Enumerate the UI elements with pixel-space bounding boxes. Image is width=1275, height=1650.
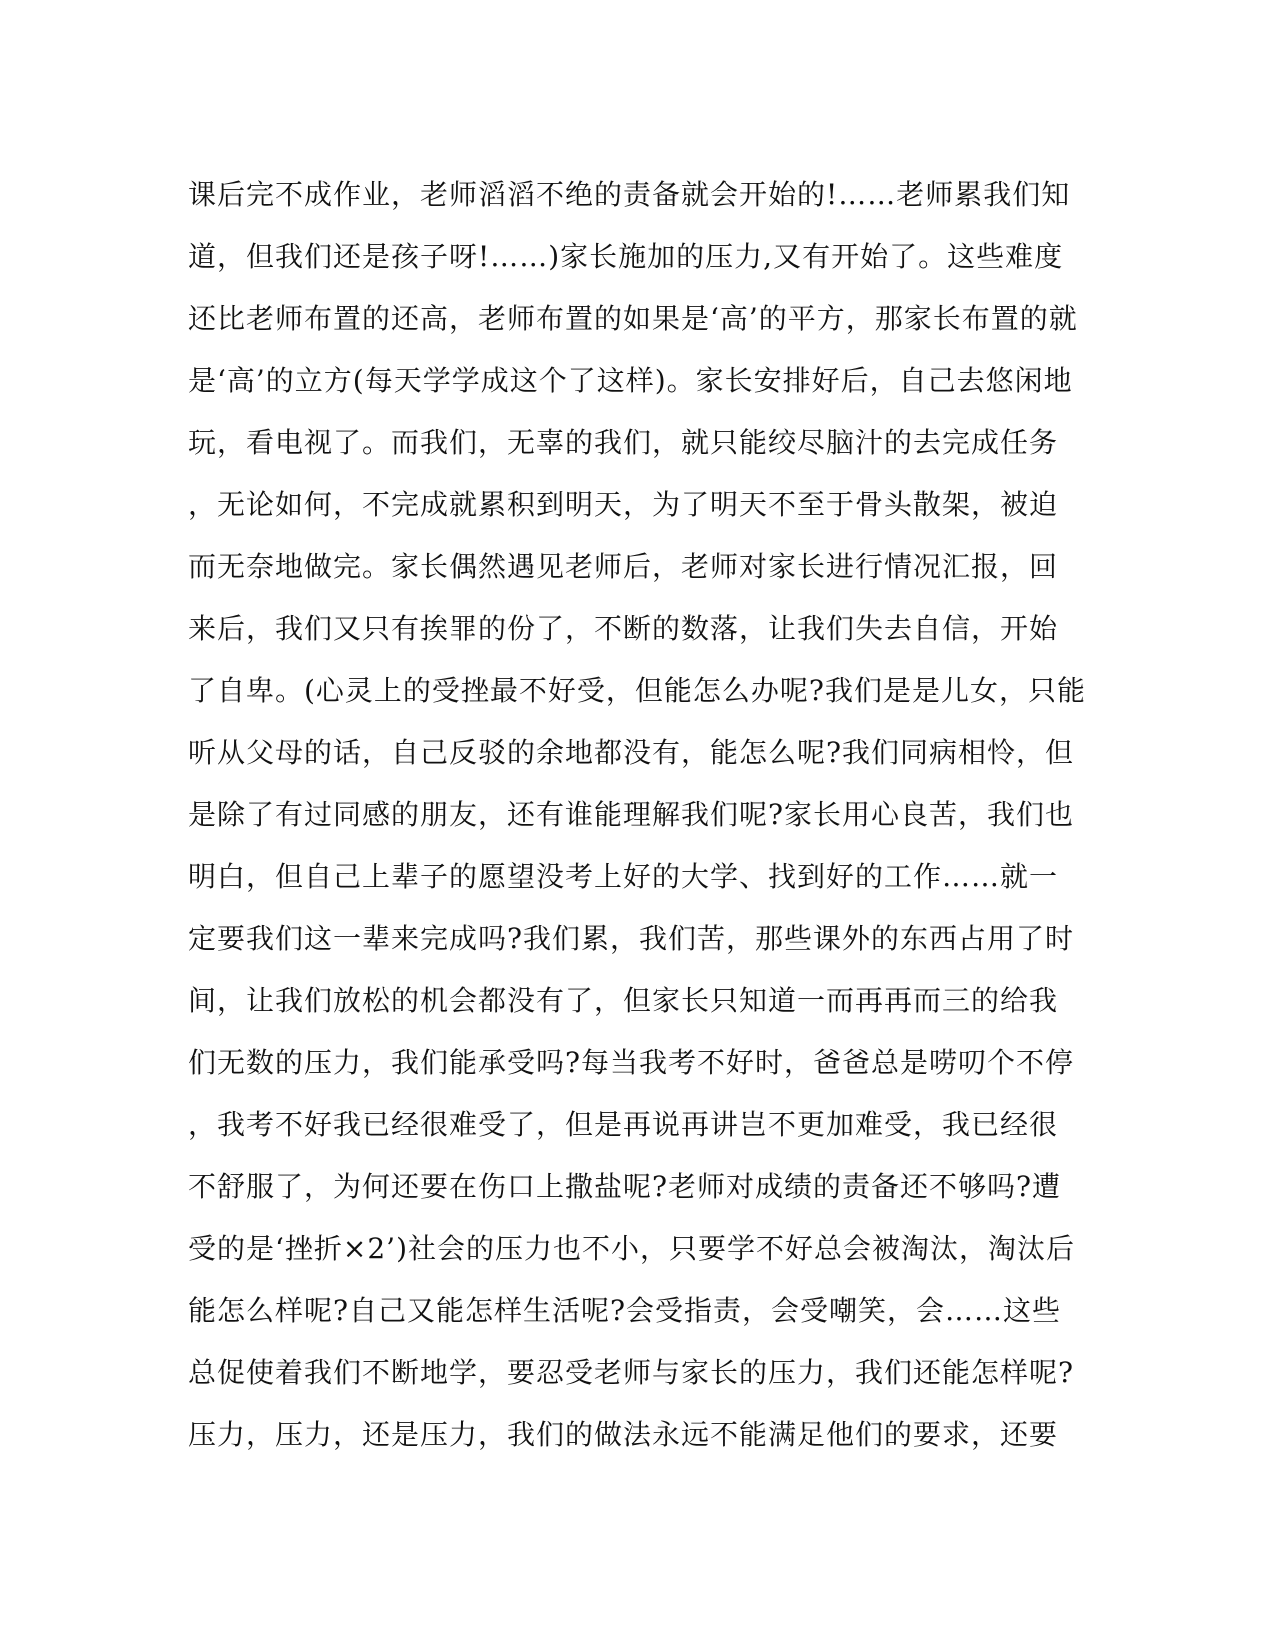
text-line: 能怎么样呢?自己又能怎样生活呢?会受指责，会受嘲笑，会……这些	[188, 1294, 1062, 1327]
text-line: 受的是‘挫折×2’)社会的压力也不小，只要学不好总会被淘汰，淘汰后	[188, 1232, 1076, 1265]
text-line: 了自卑。(心灵上的受挫最不好受，但能怎么办呢?我们是是儿女，只能	[188, 674, 1086, 707]
text-line: 而无奈地做完。家长偶然遇见老师后，老师对家长进行情况汇报，回	[188, 550, 1059, 583]
text-line: 们无数的压力，我们能承受吗?每当我考不好时，爸爸总是唠叨个不停	[188, 1046, 1075, 1079]
text-line: 是‘高’的立方(每天学学成这个了这样)。家长安排好后，自己去悠闲地	[188, 364, 1073, 397]
text-line: 还比老师布置的还高，老师布置的如果是‘高’的平方，那家长布置的就	[188, 302, 1078, 335]
text-line: 是除了有过同感的朋友，还有谁能理解我们呢?家长用心良苦，我们也	[188, 798, 1075, 831]
text-line: 压力，压力，还是压力，我们的做法永远不能满足他们的要求，还要	[188, 1418, 1059, 1451]
text-line: ，我考不好我已经很难受了，但是再说再讲岂不更加难受，我已经很	[188, 1108, 1059, 1141]
text-line: 不舒服了，为何还要在伤口上撒盐呢?老师对成绩的责备还不够吗?遭	[188, 1170, 1062, 1203]
text-line: ，无论如何，不完成就累积到明天，为了明天不至于骨头散架，被迫	[188, 488, 1059, 521]
text-line: 道，但我们还是孩子呀!……)家长施加的压力,又有开始了。这些难度	[188, 240, 1064, 273]
text-line: 来后，我们又只有挨罪的份了，不断的数落，让我们失去自信，开始	[188, 612, 1059, 645]
text-line: 总促使着我们不断地学，要忍受老师与家长的压力，我们还能怎样呢?	[188, 1356, 1075, 1389]
text-line: 间，让我们放松的机会都没有了，但家长只知道一而再再而三的给我	[188, 984, 1059, 1017]
text-line: 明白，但自己上辈子的愿望没考上好的大学、找到好的工作……就一	[188, 860, 1059, 893]
text-line: 听从父母的话，自己反驳的余地都没有，能怎么呢?我们同病相怜，但	[188, 736, 1075, 769]
text-line: 定要我们这一辈来完成吗?我们累，我们苦，那些课外的东西占用了时	[188, 922, 1075, 955]
body-text	[188, 164, 1088, 1466]
text-line: 玩，看电视了。而我们，无辜的我们，就只能绞尽脑汁的去完成任务	[188, 426, 1059, 459]
text-line: 课后完不成作业，老师滔滔不绝的责备就会开始的!……老师累我们知	[188, 178, 1071, 211]
